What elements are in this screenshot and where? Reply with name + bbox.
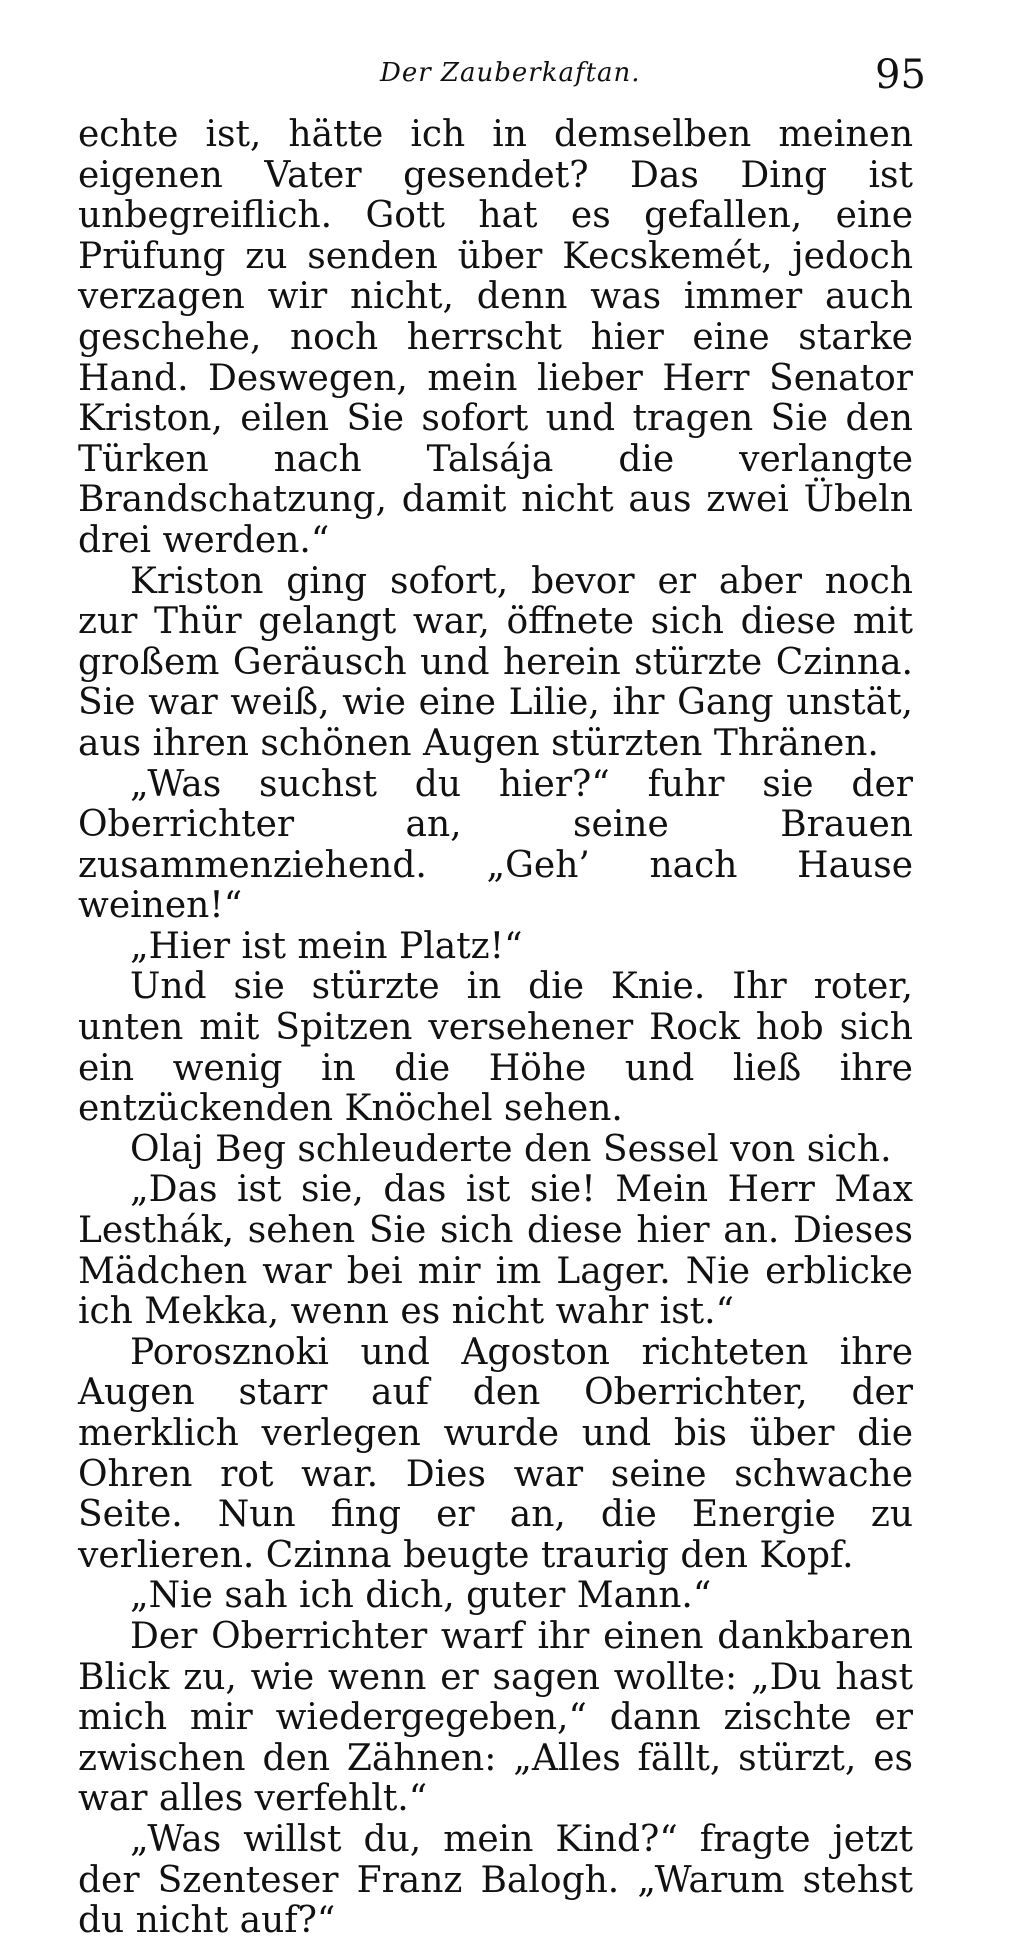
running-title: Der Zauberkaftan. — [380, 58, 641, 88]
paragraph: Porosznoki und Agoston richteten ihre Augen starr auf den Oberrichter, der merklich verlegen wurde und bis über die Ohren rot war. Dies war seine schwache Seite. Nun fing er an, die Energie zu verlieren. Czinna beugte traurig den Kopf. — [78, 1331, 913, 1576]
paragraph: „Was willst du, mein Kind?“ fragte jetzt der Szenteser Franz Balogh. „Warum stehst du nicht auf?“ — [78, 1818, 913, 1942]
paragraph: „Das ist sie, das ist sie! Mein Herr Max Lesthák, sehen Sie sich diese hier an. Dieses Mädchen war bei mir im Lager. Nie erblicke ich Mekka, wenn es nicht wahr ist.“ — [78, 1169, 913, 1333]
paragraph: „Nie sah ich dich, guter Mann.“ — [130, 1575, 712, 1617]
paragraph: Olaj Beg schleuderte den Sessel von sich. — [130, 1128, 892, 1170]
paragraph: Der Oberrichter warf ihr einen dankbaren Blick zu, wie wenn er sagen wollte: „Du hast mich mir wiedergegeben,“ dann zischte er zwischen den Zähnen: „Alles fällt, stürzt, es war alles verfehlt.“ — [78, 1615, 913, 1820]
paragraph: Kriston ging sofort, bevor er aber noch zur Thür gelangt war, öffnete sich diese mit großem Geräusch und herein stürzte Czinna. Sie war weiß, wie eine Lilie, ihr Gang unstät, aus ihren schönen Augen stürzten Thränen. — [78, 560, 913, 764]
paragraph: Und sie stürzte in die Knie. Ihr roter, unten mit Spitzen versehener Rock hob sich ein wenig in die Höhe und ließ ihre entzückenden Knöchel sehen. — [78, 966, 913, 1130]
page-number: 95 — [875, 52, 926, 98]
paragraph: „Hier ist mein Platz!“ — [130, 925, 523, 967]
paragraph: echte ist, hätte ich in demselben meinen eigenen Vater gesendet? Das Ding ist unbegreiflich. Gott hat es gefallen, eine Prüfung zu senden über Kecskemét, jedoch verzagen wir nicht, denn was immer auch geschehe, noch herrscht hier eine starke Hand. Deswegen, mein lieber Herr Senator Kriston, eilen Sie sofort und tragen Sie den Türken nach Talsája die verlangte Brandschatzung, damit nicht aus zwei Übeln drei werden.“ — [78, 114, 913, 561]
body-text — [78, 115, 913, 1942]
paragraph: „Was suchst du hier?“ fuhr sie der Oberrichter an, seine Brauen zusammenziehend. „Geh’ nach Hause weinen!“ — [78, 763, 913, 927]
